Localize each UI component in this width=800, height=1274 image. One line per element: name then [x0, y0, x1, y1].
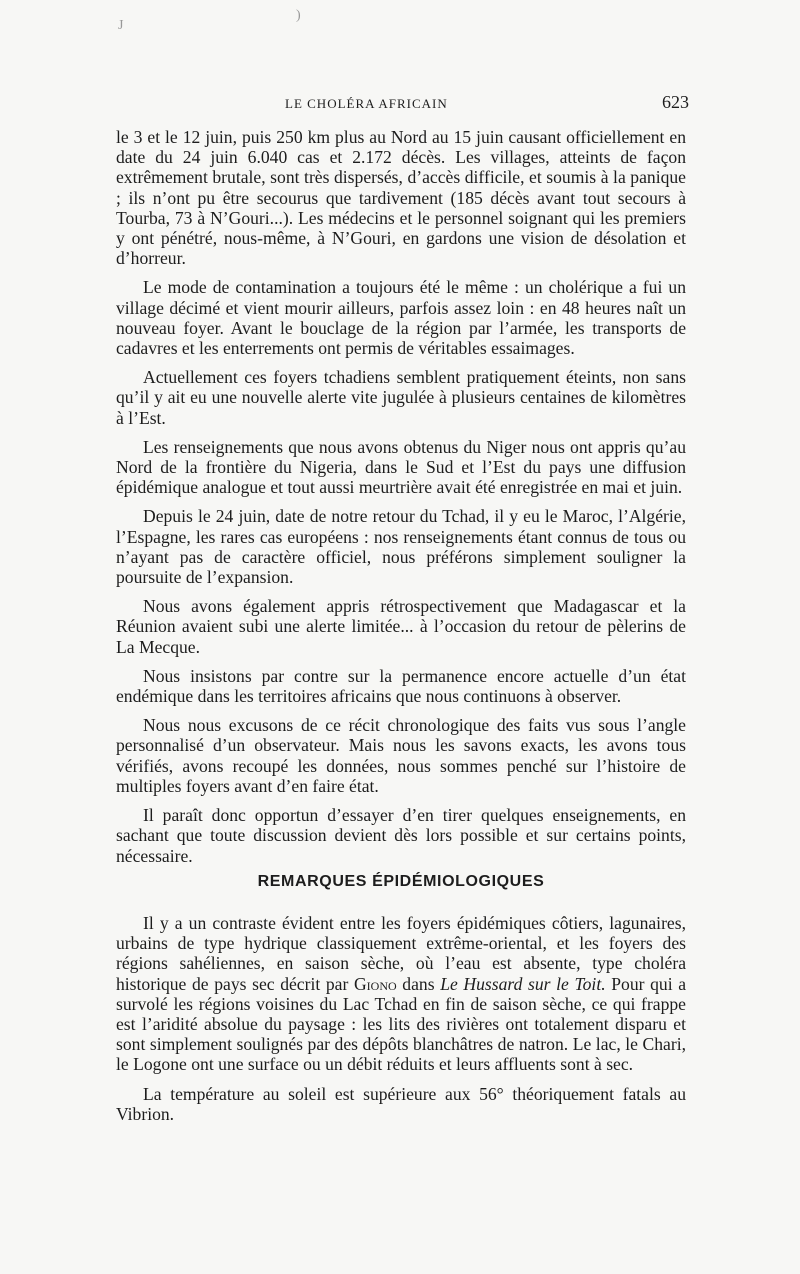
section-heading: REMARQUES ÉPIDÉMIOLOGIQUES — [257, 873, 545, 890]
text-run: Pour qui a survolé les régions voisines du Lac Tchad en fin de saison sèche, ce qui frappe est l’aridité absolue du paysage : les lits des rivières ont totalement disparu et sont simplement soulignés par des dépôts blanchâtres de natron. Le lac, le Chari, le Logone ont une surface ou un débit réduits et leurs affluents sont à sec. — [116, 973, 687, 1075]
paragraph: Actuellement ces foyers tchadiens semblent pratiquement éteints, non sans qu’il y ait eu une nouvelle alerte vite jugulée à plusieurs centaines de kilomètres à l’Est. — [116, 367, 686, 428]
section-body — [116, 913, 686, 1133]
scan-mark: ) — [296, 8, 301, 23]
paragraph: Les renseignements que nous avons obtenus du Niger nous ont appris qu’au Nord de la frontière du Nigeria, dans le Sud et l’Est du pays une diffusion épidémique analogue et tout aussi meurtrière avait été enregistrée en mai et juin. — [116, 436, 686, 498]
book-title: Le Hussard sur le Toit. — [440, 973, 606, 994]
paragraph: La température au soleil est supérieure aux 56° théoriquement fatals au Vibrion. — [116, 1083, 686, 1124]
text-run: dans — [396, 973, 441, 994]
paragraph: Nous avons également appris rétrospectivement que Madagascar et la Réunion avaient subi une alerte limitée... à l’occasion du retour de pèlerins de La Mecque. — [116, 596, 686, 657]
body-text — [116, 127, 686, 875]
scan-mark: J — [118, 18, 124, 33]
running-title: LE CHOLÉRA AFRICAIN — [285, 96, 448, 111]
page-number: 623 — [662, 92, 689, 112]
paragraph: Nous nous excusons de ce récit chronologique des faits vus sous l’angle personnalisé d’un observateur. Mais nous les savons exacts, les avons tous vérifiés, avons recoupé les données, nous sommes penché sur l’histoire de multiples foyers avant d’en faire état. — [116, 715, 686, 796]
paragraph: Le mode de contamination a toujours été le même : un cholérique a fui un village décimé et vient mourir ailleurs, parfois assez loin : en 48 heures naît un nouveau foyer. Avant le bouclage de la région par l’armée, les transports de cadavres et les enterrements ont permis de véritables essaimages. — [116, 277, 686, 359]
paragraph: Nous insistons par contre sur la permanence encore actuelle d’un état endémique dans les territoires africains que nous continuons à observer. — [116, 665, 686, 707]
author-name: Giono — [353, 973, 397, 994]
paragraph — [116, 913, 686, 1075]
paragraph: le 3 et le 12 juin, puis 250 km plus au Nord au 15 juin causant officiellement en date du 24 juin 6.040 cas et 2.172 décès. Les villages, atteints de façon extrêmement brutale, sont très dispersés, d’accès difficile, et soumis à la panique ; ils n’ont pu être secourus que tardivement (185 décès avant tout secours à Tourba, 73 à N’Gouri...). Les médecins et le personnel soignant qui les premiers y ont pénétré, nous-même, à N’Gouri, en gardons une vision de désolation et d’horreur. — [116, 127, 686, 269]
paragraph: Depuis le 24 juin, date de notre retour du Tchad, il y eu le Maroc, l’Algérie, l’Espagne, les rares cas européens : nos renseignements étant connus de tous ou n’ayant pas de caractère officiel, nous préférons simplement souligner la poursuite de l’expansion. — [116, 506, 686, 588]
text-run: Il y a un contraste évident entre les foyers épidémiques côtiers, lagunaires, urbains de type hydrique classiquement extrême-oriental, et les foyers des régions sahéliennes, en saison sèche, où l’eau est absente, type choléra historique de pays sec décrit par — [116, 913, 686, 994]
running-header — [0, 92, 800, 116]
paragraph: Il paraît donc opportun d’essayer d’en tirer quelques enseignements, en sachant que toute discussion devient dès lors possible et sur certains points, nécessaire. — [116, 805, 686, 866]
